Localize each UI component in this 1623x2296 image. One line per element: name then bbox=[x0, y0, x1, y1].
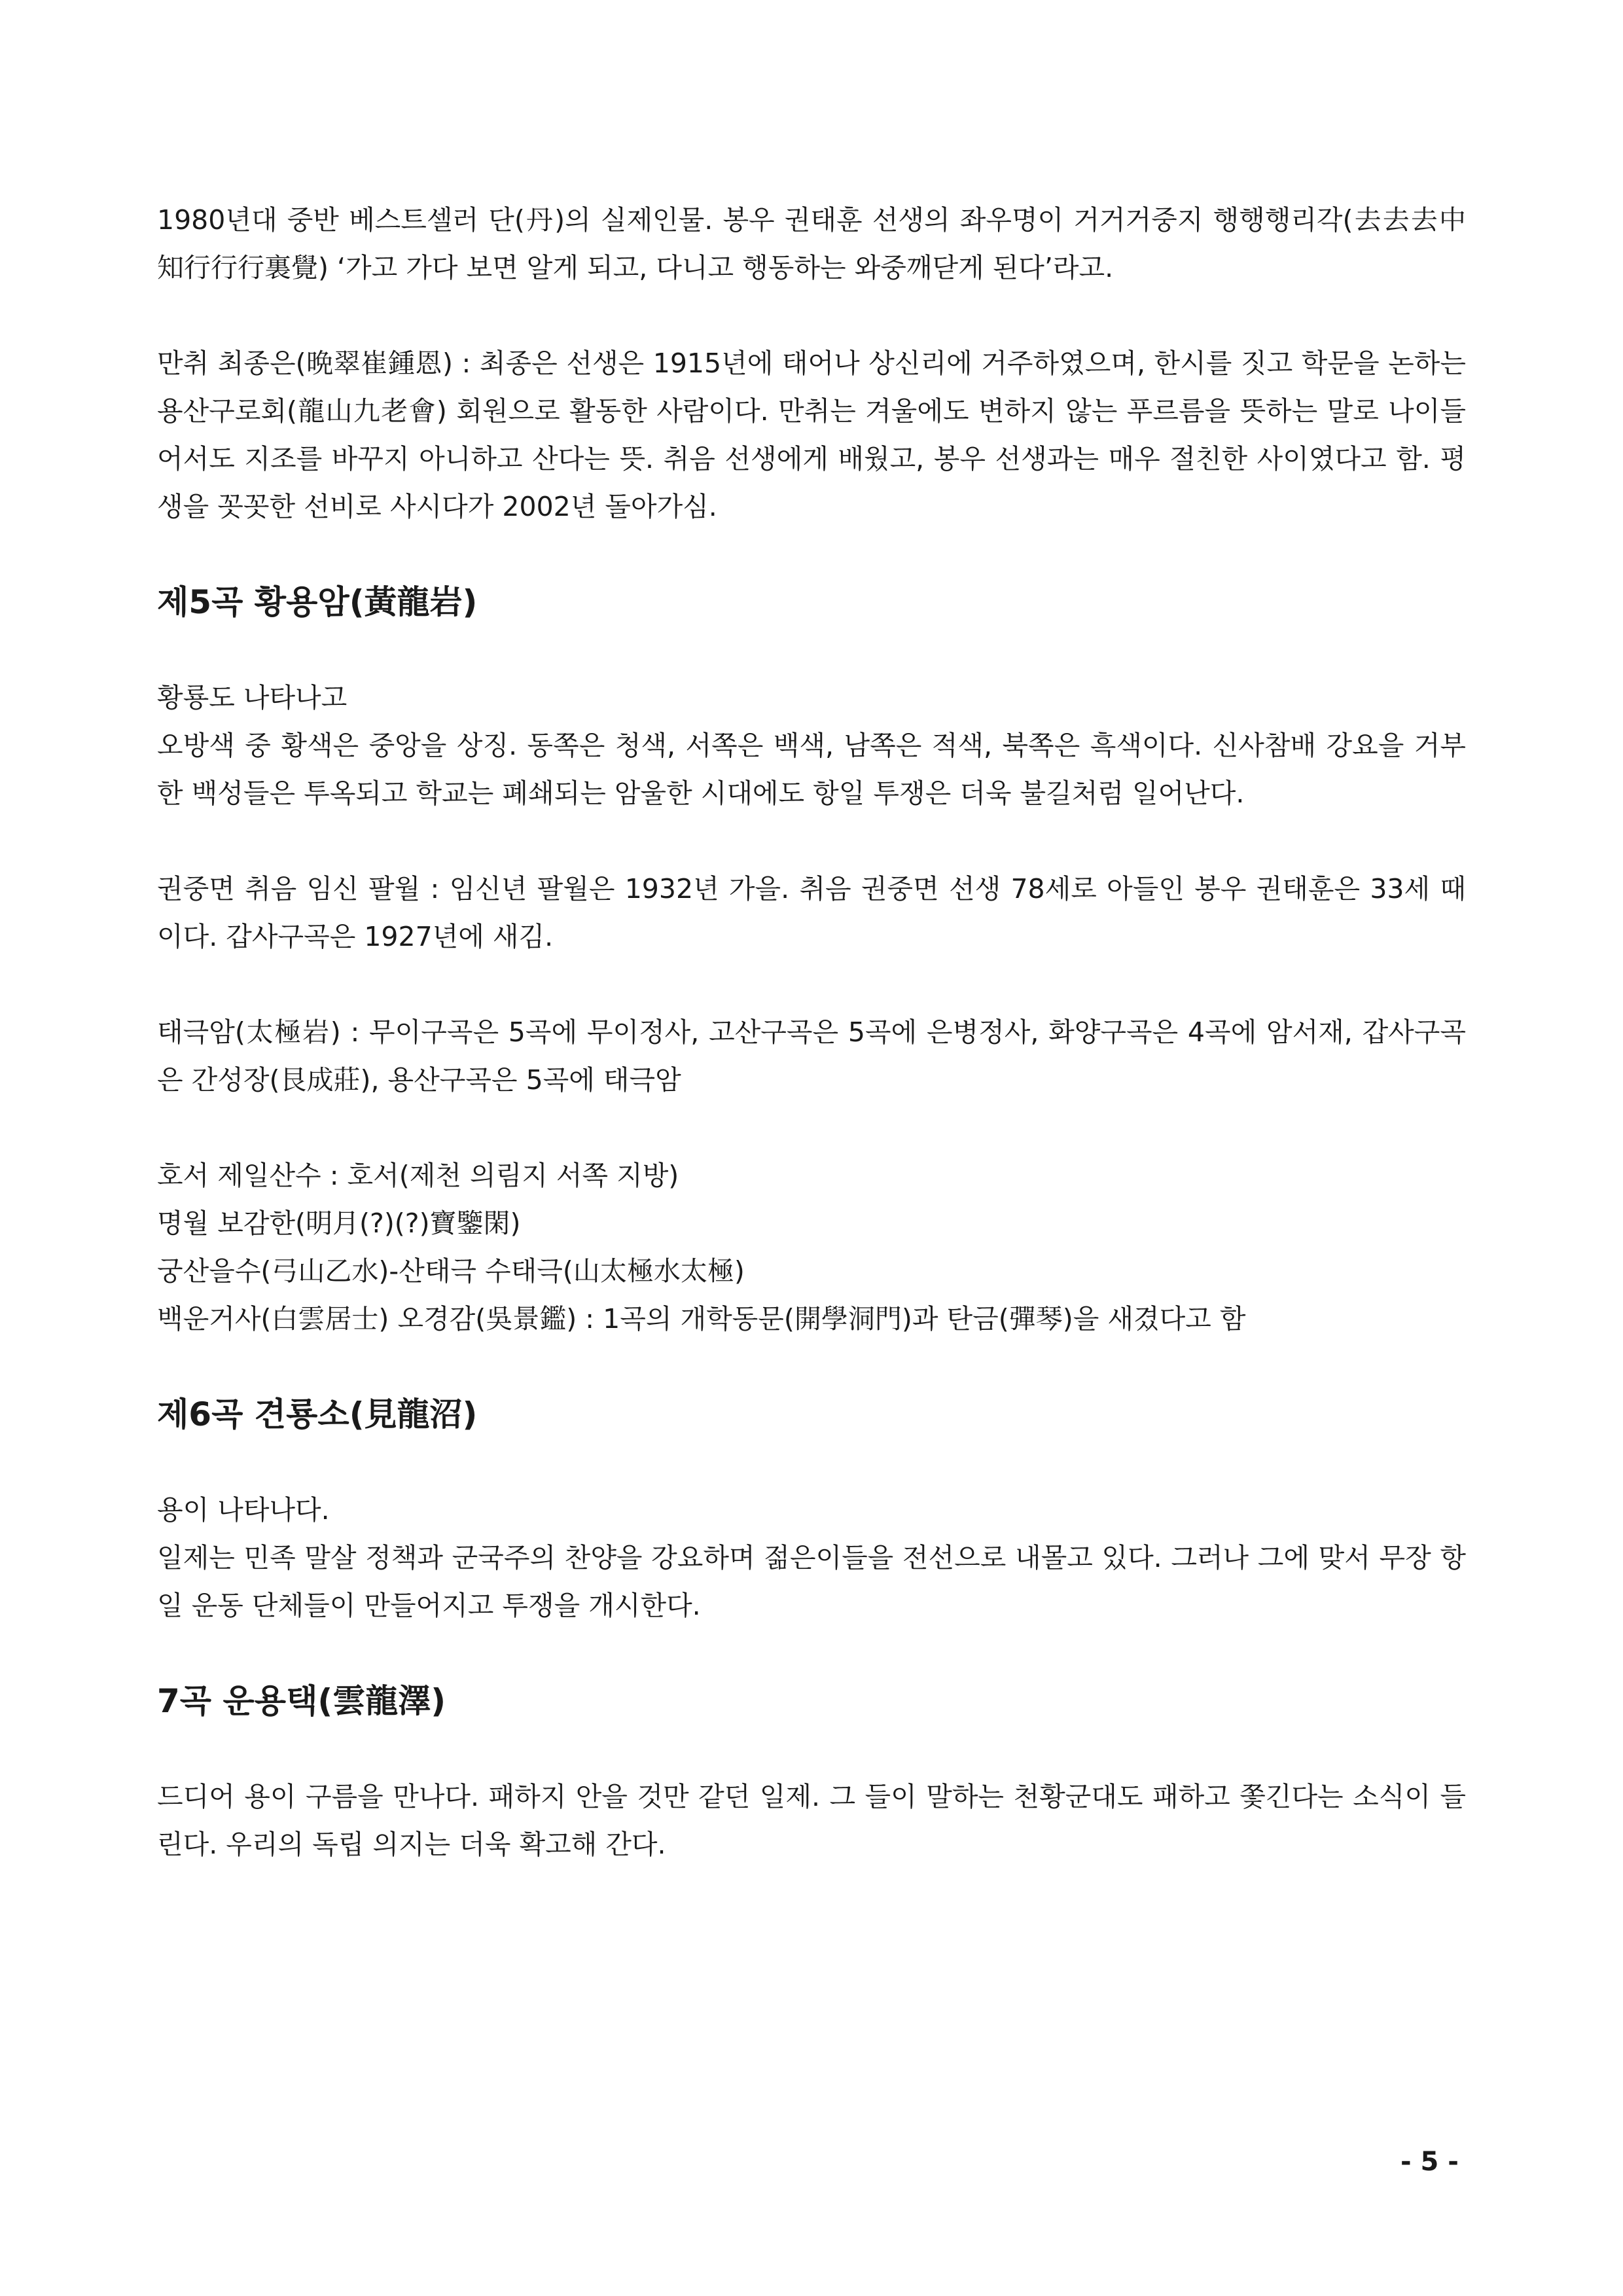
section-5-paragraph-1: 오방색 중 황색은 중앙을 상징. 동쪽은 청색, 서쪽은 백색, 남쪽은 적색, 북쪽은 흑색이다. 신사참배 강요을 거부한 백성들은 투옥되고 학교는 폐쇄되는 암울한 시대에도 항일 투쟁은 더욱 불길처럼 일어난다. bbox=[157, 730, 1466, 809]
spacer bbox=[157, 531, 1466, 579]
spacer bbox=[157, 1104, 1466, 1152]
spacer bbox=[157, 292, 1466, 340]
section-5-line: 궁산을수(弓山乙水)-산태극 수태극(山太極水太極) bbox=[157, 1255, 745, 1287]
section-6-subtitle-line: 용이 나타나다. bbox=[157, 1494, 330, 1526]
spacer bbox=[157, 1630, 1466, 1677]
intro-paragraph-2: 만취 최종은(晩翠崔鍾恩) : 최종은 선생은 1915년에 태어나 상신리에 거주하였으며, 한시를 짓고 학문을 논하는 용산구로회(龍山九老會) 회원으로 활동한 사람이다. 만취는 겨울에도 변하지 않는 푸르름을 뜻하는 말로 나이들어서도 지조를 바꾸지 아니하고 산다는 뜻. 취음 선생에게 배웠고, 봉우 선생과는 매우 절친한 사이였다고 함. 평생을 꼿꼿한 선비로 사시다가 2002년 돌아가심. bbox=[157, 348, 1466, 522]
spacer bbox=[157, 817, 1466, 865]
section-5-paragraph-3: 태극암(太極岩) : 무이구곡은 5곡에 무이정사, 고산구곡은 5곡에 은병정사, 화양구곡은 4곡에 암서재, 갑사구곡은 간성장(艮成莊), 용산구곡은 5곡에 태극암 bbox=[157, 1016, 1466, 1096]
section-5-subtitle-line: 황룡도 나타나고 bbox=[157, 682, 348, 713]
section-6-subtitle bbox=[157, 1486, 1466, 1534]
section-5-line-list bbox=[157, 1152, 1466, 1343]
page-number: - 5 - bbox=[1400, 2147, 1459, 2177]
spacer bbox=[157, 626, 1466, 674]
spacer bbox=[157, 1725, 1466, 1773]
spacer bbox=[157, 961, 1466, 1009]
document-page bbox=[157, 196, 1466, 1869]
section-6-heading: 제6곡 견룡소(見龍沼) bbox=[157, 1395, 478, 1433]
section-7-paragraph-1: 드디어 용이 구름을 만나다. 패하지 안을 것만 같던 일제. 그 들이 말하는 천황군대도 패하고 쫓긴다는 소식이 들린다. 우리의 독립 의지는 더욱 확고해 간다. bbox=[157, 1781, 1466, 1860]
section-5-paragraph-2: 권중면 취음 임신 팔월 : 임신년 팔월은 1932년 가을. 취음 권중면 선생 78세로 아들인 봉우 권태훈은 33세 때이다. 갑사구곡은 1927년에 새김. bbox=[157, 873, 1466, 952]
section-5-subtitle bbox=[157, 674, 1466, 722]
section-7-heading: 7곡 운용택(雲龍澤) bbox=[157, 1682, 446, 1720]
section-5-line: 명월 보감한(明月(?)(?)寶鑒閑) bbox=[157, 1208, 521, 1239]
section-5-line: 백운거사(白雲居士) 오경감(吳景鑑) : 1곡의 개학동문(開學洞門)과 탄금(彈琴)을 새겼다고 함 bbox=[157, 1303, 1246, 1335]
spacer bbox=[157, 1343, 1466, 1391]
section-5-line: 호서 제일산수 : 호서(제천 의림지 서쪽 지방) bbox=[157, 1160, 679, 1191]
section-6-paragraph-1: 일제는 민족 말살 정책과 군국주의 찬양을 강요하며 젊은이들을 전선으로 내몰고 있다. 그러나 그에 맞서 무장 항일 운동 단체들이 만들어지고 투쟁을 개시한다. bbox=[157, 1542, 1466, 1621]
section-5-heading: 제5곡 황용암(黃龍岩) bbox=[157, 583, 478, 621]
spacer bbox=[157, 1439, 1466, 1486]
intro-paragraph-1: 1980년대 중반 베스트셀러 단(丹)의 실제인물. 봉우 권태훈 선생의 좌우명이 거거거중지 행행행리각(去去去中知行行行裏覺) ‘가고 가다 보면 알게 되고, 다니고 행동하는 와중깨닫게 된다’라고. bbox=[157, 204, 1466, 283]
